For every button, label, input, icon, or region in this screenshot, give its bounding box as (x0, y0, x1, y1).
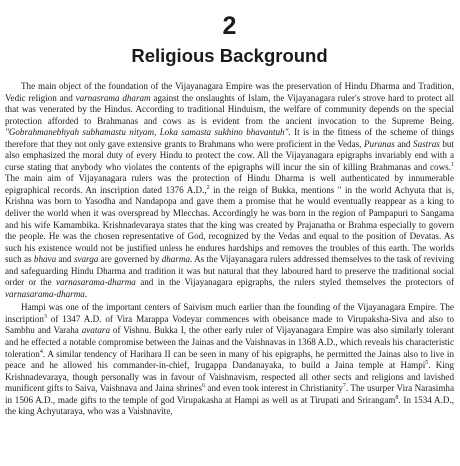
footnote-marker: 8 (395, 394, 399, 401)
text-run: . The usurper Vira Narasimha in 1506 A.D., made gifts to the temple of god Virupakasha at Hampi as well as at Tirupati and Srirangam (5, 383, 454, 405)
chapter-number: 2 (222, 12, 237, 40)
italic-term: Puranas (363, 138, 395, 149)
text-run: . In 1534 A.D., the king Achyutaraya, who was a Vaishnavite, (5, 394, 454, 417)
footnote-marker: 6 (201, 383, 205, 390)
footnote-marker: 5 (425, 360, 429, 367)
text-run: . As the Vijayanagara rulers addressed themselves to the task of reviving and safeguarding Hindu Dharma and tradition it was but natural that they laboured hard to preserve the traditional social order or the (5, 254, 455, 288)
text-run: . It is in the fitness of the scheme of things therefore that they not only gave extensive grants to Brahmans who were proficient in the Vedas, (5, 127, 454, 149)
paragraph (5, 302, 454, 417)
footnote-marker: 2 (206, 184, 210, 191)
italic-term: Sastras (413, 138, 440, 149)
text-run: Hampi was one of the important centers of Saivism much earlier than the founding of the Vijayanagara Empire. The inscription (5, 302, 454, 324)
italic-term: varnasrama dharam (75, 92, 151, 103)
text-run: and even took interest in Christianity (204, 383, 343, 394)
footnote-marker: 1 (451, 161, 454, 168)
paragraph (5, 81, 454, 300)
footnote-marker: 4 (39, 348, 43, 355)
text-run: of 1347 A.D. of Vira Marappa Vodeyar commences with obeisance made to Virupaksha-Siva and also to Sambhu and Varaha (5, 313, 454, 336)
text-run: . A similar tendency of Harihara II can be seen in many of his epigraphs, he permitted the Jainas also to live in peace and he allowed his commander-in-chief, Irugappa Dandanayaka, to build a Jaina temple at Hampi (5, 348, 454, 371)
footnote-marker: 7 (342, 383, 346, 390)
italic-term: varnasarama-dharma (5, 288, 85, 299)
text-run: but also emphasized the moral duty of every Hindu to protect the cow. All the Vijayanagara epigraphs invariably end with a curse stating that anybody who violates the contents of the epigraphs will incur the sin of killing Brahmanas and cows. (5, 138, 454, 172)
italic-term: avatara (81, 325, 110, 336)
text-run: and (56, 254, 74, 265)
text-run: of Vishnu. Bukka I, the other early ruler of Vijayanagara Empire was also similarly tolerant and he effected a notable compromise between the Jainas and the Vaishnavas in 1368 A.D., which reveals his characteristic toleration (5, 325, 454, 359)
italic-term: dharma (161, 254, 190, 265)
footnote-marker: 3 (43, 313, 47, 320)
text-run: against the onslaughts of Islam, the Vijayanagara ruler's strove hard to protect all that was venerated by the Hindus. According to traditional Hinduism, the welfare of community depends on the special protection afforded to Brahmanas and cows as is evident from the ancient invocation to the Supreme Being. (5, 92, 454, 126)
body-text (5, 81, 454, 418)
italic-term: svarga (73, 254, 99, 265)
italic-term: varnasarama-dharma (56, 277, 136, 288)
text-run: The main aim of Vijayanagara rulers was the protection of Hindu Dharma is well authenticated by innumerable epigraphical records. An inscription dated 1376 A.D., (5, 173, 454, 195)
text-run: . (84, 288, 88, 299)
text-run: and in the Vijayanagara epigraphs, the rulers styled themselves the protectors of (135, 277, 454, 288)
text-run: and (394, 138, 414, 149)
text-run: The main object of the foundation of the Vijayanagara Empire was the preservation of Hindu Dharma and Tradition, Vedic religion and (5, 81, 454, 103)
text-run: in the reign of Bukka, mentions " in the world Achyuta that is, Krishna was born to Yasodha and Nandapopa and gave them a promise that he would eventually reappear as a king to deliver the world when it was overspread by Mlecchas. Accordingly he was born in the region of Pampapuri to Sangama and his wife Kamambika. Krishnadevaraya states that the king was created by Prajanatha or Brahma especially to govern the people. He was the chosen representative of God, recognized by the Vedas and equal to the position of Devatas. As such his existence would not be justified unless he endures hardships and removes the troubles of this earth. The worlds such as (5, 184, 454, 265)
italic-term: bhava (33, 254, 57, 265)
italic-term: "Gobrahmanebhyah subhamastu nityam, Loka samasta sukhino bhavantuh" (5, 127, 289, 138)
text-run: are governed by (98, 254, 162, 265)
chapter-title: Religious Background (131, 45, 328, 66)
text-run: . King Krishnadevaraya, though personally was in favour of Vaishnavism, respected all other sects and religions and lavished munificent gifts to Saiva, Vaishnava and Jaina shrines (5, 360, 454, 394)
